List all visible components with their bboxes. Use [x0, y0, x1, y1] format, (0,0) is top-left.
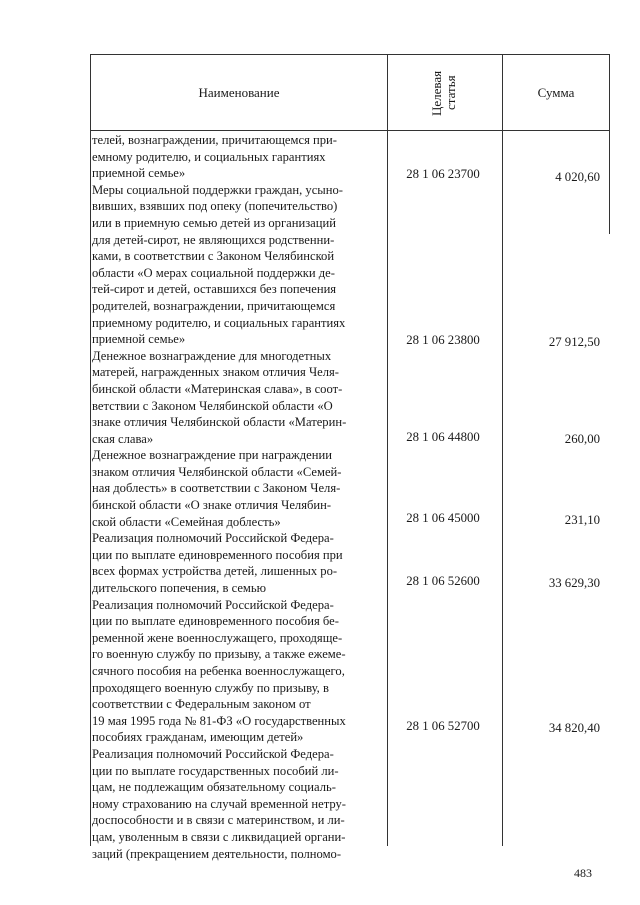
text-line: бинской области «О знаке отличия Челябин- — [92, 498, 332, 513]
text-line: проходящего военную службу по призыву, в — [92, 680, 329, 695]
text-line: или в приемную семью детей из организаций — [92, 215, 336, 230]
code-cell: 28 1 06 52600 — [406, 574, 480, 588]
text-line: соответствии с Федеральным законом от — [92, 697, 311, 712]
text-line: Меры социальной поддержки граждан, усыно- — [92, 182, 343, 197]
sum-cell: 34 820,40 — [548, 721, 600, 735]
text-line: ской области «Семейная доблесть» — [92, 514, 281, 529]
header-name-cell — [91, 55, 387, 130]
text-line: бинской области «Материнская слава», в соот- — [92, 381, 343, 396]
text-line: дительского попечения, в семью — [92, 581, 267, 596]
text-line: для детей-сирот, не являющихся родственни- — [92, 232, 335, 247]
text-line: родителей, вознаграждении, причитающемся — [92, 298, 336, 313]
text-line: Денежное вознаграждение при награждении — [92, 448, 332, 463]
table-right-border — [609, 54, 610, 234]
text-line: знаке отличия Челябинской области «Материн- — [92, 415, 347, 430]
code-cell: 28 1 06 23700 — [406, 167, 480, 181]
text-line: доспособности и в связи с материнством, и ли- — [92, 813, 345, 828]
text-line: ции по выплате государственных пособий ли- — [92, 763, 339, 778]
text-line: приемной семье» — [92, 166, 186, 181]
description-column — [92, 132, 382, 862]
text-line: приемной семье» — [92, 332, 186, 347]
text-line: всех формах устройства детей, лишенных ро- — [92, 564, 338, 579]
page-number: 483 — [574, 866, 592, 880]
text-line: цам, не подлежащим обязательному социаль- — [92, 780, 336, 795]
code-cell: 28 1 06 23800 — [406, 333, 480, 347]
text-line: Денежное вознаграждение для многодетных — [92, 348, 332, 363]
header-bottom-border — [90, 130, 610, 131]
sum-cell: 33 629,30 — [548, 576, 600, 590]
text-line: ному страхованию на случай временной нетру- — [92, 796, 346, 811]
text-line: тей-сирот и детей, оставшихся без попечения — [92, 282, 337, 297]
text-line: емному родителю, и социальных гарантиях — [92, 149, 326, 164]
header-target-article-cell — [388, 55, 502, 130]
text-line: области «О мерах социальной поддержки де- — [92, 265, 335, 280]
header-name: Наименование — [198, 84, 280, 100]
text-line: заций (прекращением деятельности, полномо- — [92, 846, 342, 861]
text-line: ветствии с Законом Челябинской области «О — [92, 398, 333, 413]
text-line: телей, вознаграждении, причитающемся при- — [92, 133, 337, 147]
text-line: Реализация полномочий Российской Федера- — [92, 597, 334, 612]
text-line: матерей, награжденных знаком отличия Челя- — [92, 365, 339, 380]
text-line: ременной жене военнослужащего, проходяще- — [92, 630, 343, 645]
sum-cell: 231,10 — [564, 513, 600, 527]
sum-cell: 4 020,60 — [555, 170, 600, 184]
text-line: пособиях гражданам, имеющим детей» — [92, 730, 304, 745]
code-cell: 28 1 06 44800 — [406, 430, 480, 444]
sum-cell: 260,00 — [564, 432, 600, 446]
text-line: вивших, взявших под опеку (попечительство) — [92, 199, 338, 214]
table-left-border — [90, 54, 91, 846]
text-line: Реализация полномочий Российской Федера- — [92, 746, 334, 761]
text-line: го военную службу по призыву, а также ежеме- — [92, 647, 346, 662]
text-line: ции по выплате единовременного пособия бе- — [92, 614, 339, 629]
header-sum: Сумма — [537, 84, 575, 100]
text-line: знаком отличия Челябинской области «Семей- — [92, 464, 342, 479]
text-line: сячного пособия на ребенка военнослужащего, — [92, 664, 345, 678]
header-target-article: Целевая статья — [429, 69, 458, 116]
text-line: 19 мая 1995 года № 81-ФЗ «О государственных — [92, 713, 346, 728]
text-line: ная доблесть» в соответствии с Законом Челя- — [92, 481, 341, 496]
code-cell: 28 1 06 45000 — [406, 511, 480, 525]
code-cell: 28 1 06 52700 — [406, 719, 480, 733]
text-line: цам, уволенным в связи с ликвидацией органи- — [92, 829, 346, 844]
text-line: ская слава» — [92, 431, 154, 446]
sum-cell: 27 912,50 — [548, 335, 600, 349]
text-line: Реализация полномочий Российской Федера- — [92, 531, 334, 546]
text-line: ками, в соответствии с Законом Челябинской — [92, 249, 335, 264]
header-sum-cell — [503, 55, 609, 130]
text-line: ции по выплате единовременного пособия при — [92, 547, 343, 562]
text-line: приемному родителю, и социальных гарантиях — [92, 315, 346, 330]
